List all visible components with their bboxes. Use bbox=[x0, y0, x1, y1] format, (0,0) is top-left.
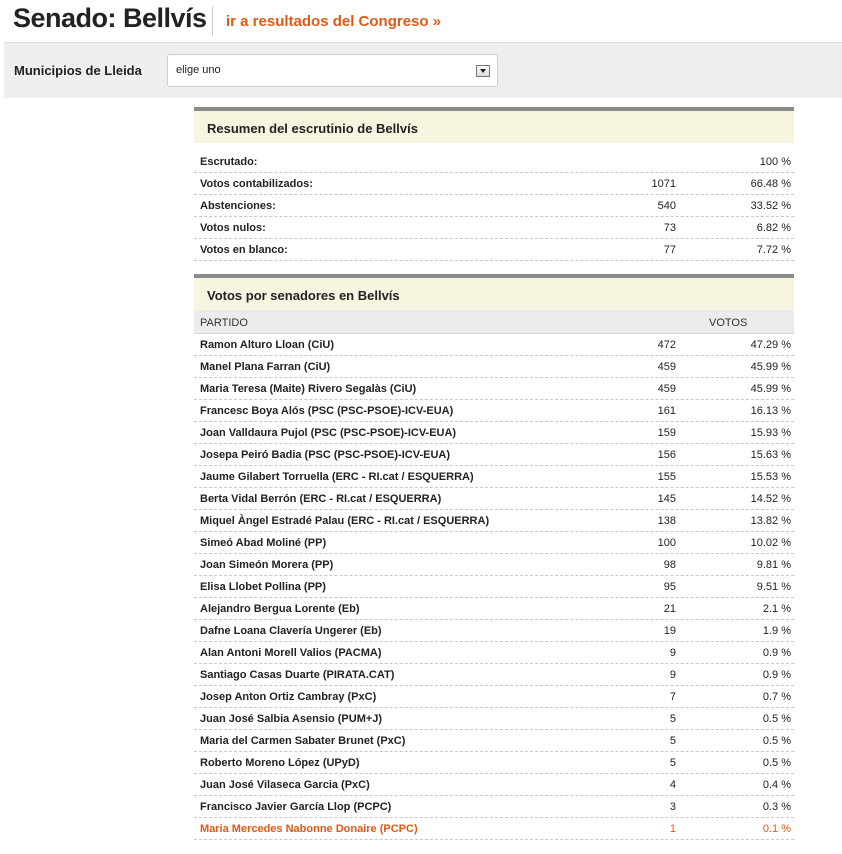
senator-row bbox=[194, 686, 794, 708]
senator-row-percent: 0.4 % bbox=[762, 779, 791, 791]
senator-row-percent: 15.53 % bbox=[750, 471, 791, 483]
senator-row-label: Simeó Abad Moliné (PP) bbox=[200, 537, 327, 549]
senator-row-label: Dafne Loana Clavería Ungerer (Eb) bbox=[200, 625, 382, 637]
senator-row bbox=[194, 466, 794, 488]
summary-row-label: Abstenciones: bbox=[200, 200, 276, 212]
senator-row bbox=[194, 510, 794, 532]
chevron-down-icon[interactable] bbox=[476, 65, 490, 77]
senator-row-percent: 0.9 % bbox=[762, 647, 791, 659]
senator-row-votes: 1 bbox=[669, 823, 676, 835]
header-divider bbox=[212, 6, 213, 36]
column-header-votes: VOTOS bbox=[709, 317, 748, 329]
senator-row-votes: 459 bbox=[657, 383, 676, 395]
senator-row-percent: 47.29 % bbox=[750, 339, 791, 351]
senator-row-percent: 45.99 % bbox=[750, 361, 791, 373]
senator-row-percent: 0.5 % bbox=[762, 735, 791, 747]
summary-row-votes: 1071 bbox=[651, 178, 676, 190]
senator-row-percent: 16.13 % bbox=[750, 405, 791, 417]
senators-table-header bbox=[194, 310, 794, 334]
summary-row-percent: 66.48 % bbox=[750, 178, 791, 190]
senators-panel-title: Votos por senadores en Bellvís bbox=[207, 288, 400, 303]
senator-row-percent: 15.93 % bbox=[750, 427, 791, 439]
page-header bbox=[0, 0, 842, 42]
senator-row-percent: 1.9 % bbox=[762, 625, 791, 637]
senator-row-votes: 95 bbox=[663, 581, 676, 593]
senator-row bbox=[194, 796, 794, 818]
senator-row-label: Elisa Llobet Pollina (PP) bbox=[200, 581, 326, 593]
senator-row-label: Jaume Gilabert Torruella (ERC - RI.cat / ESQUERRA) bbox=[200, 471, 474, 483]
senator-row-label: Francisco Javier García Llop (PCPC) bbox=[200, 801, 392, 813]
senator-row-label: Alan Antoni Morell Valios (PACMA) bbox=[200, 647, 382, 659]
senator-row-label: Berta Vidal Berrón (ERC - RI.cat / ESQUERRA) bbox=[200, 493, 442, 505]
senator-row-percent: 9.51 % bbox=[756, 581, 791, 593]
senator-row-votes: 21 bbox=[663, 603, 676, 615]
senator-row-votes: 5 bbox=[669, 735, 676, 747]
column-header-party: PARTIDO bbox=[200, 317, 248, 329]
senator-row-label: Maria Teresa (Maite) Rivero Segalàs (CiU) bbox=[200, 383, 417, 395]
senator-row-votes: 5 bbox=[669, 713, 676, 725]
senator-row-label: Josepa Peiró Badia (PSC (PSC-PSOE)-ICV-EUA) bbox=[200, 449, 450, 461]
senator-row-percent: 45.99 % bbox=[750, 383, 791, 395]
senator-row-votes: 145 bbox=[657, 493, 676, 505]
senator-row bbox=[194, 774, 794, 796]
summary-row bbox=[194, 239, 794, 261]
senator-row bbox=[194, 620, 794, 642]
senator-row-votes: 156 bbox=[657, 449, 676, 461]
senator-row bbox=[194, 642, 794, 664]
senator-row-votes: 9 bbox=[669, 647, 676, 659]
senator-row-percent: 0.3 % bbox=[762, 801, 791, 813]
senator-row-votes: 7 bbox=[669, 691, 676, 703]
senator-row bbox=[194, 818, 794, 840]
senator-row-votes: 5 bbox=[669, 757, 676, 769]
senator-row-votes: 9 bbox=[669, 669, 676, 681]
senator-row-label: Alejandro Bergua Lorente (Eb) bbox=[200, 603, 360, 615]
summary-panel bbox=[194, 107, 794, 261]
senator-row-percent: 9.81 % bbox=[756, 559, 791, 571]
senator-row bbox=[194, 444, 794, 466]
summary-row-votes: 73 bbox=[663, 222, 676, 234]
senator-row bbox=[194, 554, 794, 576]
senator-row bbox=[194, 730, 794, 752]
senator-row-label: Juan José Salbia Asensio (PUM+J) bbox=[200, 713, 383, 725]
senator-row-votes: 100 bbox=[657, 537, 676, 549]
page-title: Senado: Bellvís bbox=[13, 3, 207, 33]
summary-row bbox=[194, 173, 794, 195]
municipality-filter-bar bbox=[4, 42, 842, 98]
senator-row-percent: 10.02 % bbox=[750, 537, 791, 549]
summary-row-label: Votos en blanco: bbox=[200, 244, 288, 256]
senator-row-label: Santiago Casas Duarte (PIRATA.CAT) bbox=[200, 669, 395, 681]
senator-row bbox=[194, 400, 794, 422]
senators-panel-header bbox=[194, 274, 794, 310]
senator-row-percent: 13.82 % bbox=[750, 515, 791, 527]
senator-row-votes: 155 bbox=[657, 471, 676, 483]
congreso-results-link[interactable]: ir a resultados del Congreso » bbox=[226, 13, 442, 30]
senator-row-percent: 0.9 % bbox=[762, 669, 791, 681]
senator-row bbox=[194, 664, 794, 686]
senator-row-label: Maria Mercedes Nabonne Donaire (PCPC) bbox=[200, 823, 418, 835]
summary-row bbox=[194, 151, 794, 173]
summary-panel-title: Resumen del escrutinio de Bellvís bbox=[207, 121, 418, 136]
senator-row-votes: 138 bbox=[657, 515, 676, 527]
senator-row-percent: 0.1 % bbox=[762, 823, 791, 835]
senator-row-label: Roberto Moreno López (UPyD) bbox=[200, 757, 360, 769]
summary-row-votes: 77 bbox=[663, 244, 676, 256]
senator-row bbox=[194, 752, 794, 774]
senator-row-percent: 14.52 % bbox=[750, 493, 791, 505]
summary-row-percent: 7.72 % bbox=[756, 244, 791, 256]
senator-row bbox=[194, 356, 794, 378]
summary-panel-header bbox=[194, 107, 794, 143]
summary-row-label: Votos nulos: bbox=[200, 222, 266, 234]
summary-row-label: Votos contabilizados: bbox=[200, 178, 313, 190]
summary-row-percent: 33.52 % bbox=[750, 200, 791, 212]
senator-row-votes: 472 bbox=[657, 339, 676, 351]
senator-row-votes: 98 bbox=[663, 559, 676, 571]
senator-row bbox=[194, 576, 794, 598]
senator-row-label: Ramon Alturo Lloan (CiU) bbox=[200, 339, 335, 351]
senator-row-percent: 0.7 % bbox=[762, 691, 791, 703]
senator-row-label: Francesc Boya Alós (PSC (PSC-PSOE)-ICV-EUA) bbox=[200, 405, 454, 417]
senator-row-label: Manel Plana Farran (CiU) bbox=[200, 361, 331, 373]
senator-row-label: Joan Simeón Morera (PP) bbox=[200, 559, 334, 571]
senator-row-label: Josep Anton Ortiz Cambray (PxC) bbox=[200, 691, 377, 703]
senator-row-label: Miquel Àngel Estradé Palau (ERC - RI.cat / ESQUERRA) bbox=[200, 515, 490, 527]
senator-row-percent: 0.5 % bbox=[762, 757, 791, 769]
senator-row bbox=[194, 488, 794, 510]
senator-row-votes: 19 bbox=[663, 625, 676, 637]
summary-row bbox=[194, 195, 794, 217]
municipality-select[interactable] bbox=[167, 54, 498, 87]
municipality-filter-label: Municipios de Lleida bbox=[14, 63, 142, 78]
senator-row-percent: 15.63 % bbox=[750, 449, 791, 461]
senator-row-votes: 161 bbox=[657, 405, 676, 417]
summary-row-label: Escrutado: bbox=[200, 156, 258, 168]
senator-row bbox=[194, 708, 794, 730]
senators-panel bbox=[194, 274, 794, 840]
senator-row-label: Maria del Carmen Sabater Brunet (PxC) bbox=[200, 735, 406, 747]
summary-row-percent: 100 % bbox=[759, 156, 791, 168]
summary-row-votes: 540 bbox=[657, 200, 676, 212]
senator-row bbox=[194, 334, 794, 356]
senator-row bbox=[194, 378, 794, 400]
senator-row-label: Joan Valldaura Pujol (PSC (PSC-PSOE)-ICV-EUA) bbox=[200, 427, 457, 439]
senator-row-label: Juan José Vilaseca Garcia (PxC) bbox=[200, 779, 370, 791]
senator-row bbox=[194, 532, 794, 554]
senator-row bbox=[194, 422, 794, 444]
summary-row-percent: 6.82 % bbox=[756, 222, 791, 234]
senator-row-votes: 3 bbox=[669, 801, 676, 813]
summary-row bbox=[194, 217, 794, 239]
senator-row bbox=[194, 598, 794, 620]
senator-row-votes: 459 bbox=[657, 361, 676, 373]
municipality-select-value: elige uno bbox=[176, 64, 221, 76]
senator-row-percent: 0.5 % bbox=[762, 713, 791, 725]
senator-row-votes: 159 bbox=[657, 427, 676, 439]
senator-row-votes: 4 bbox=[669, 779, 676, 791]
senator-row-percent: 2.1 % bbox=[762, 603, 791, 615]
